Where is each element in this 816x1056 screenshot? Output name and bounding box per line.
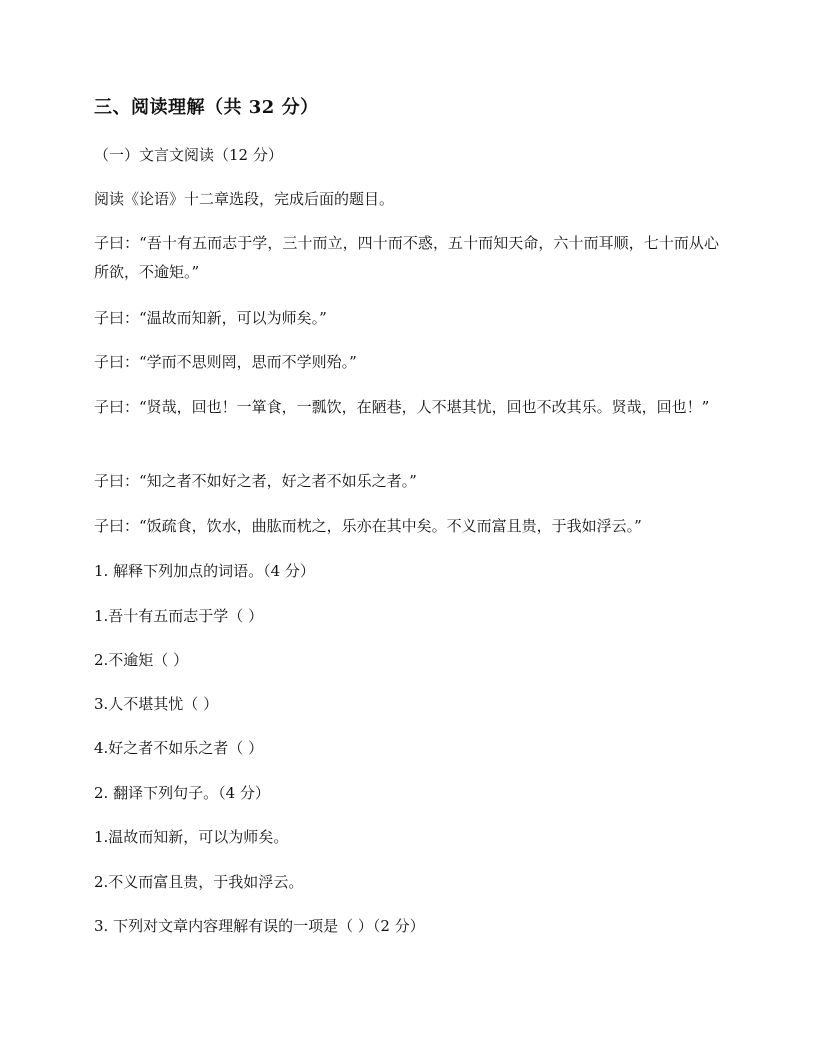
passage-1: 子曰：“吾十有五而志于学，三十而立，四十而不惑，五十而知天命，六十而耳顺，七十而从心所欲，不逾矩。” [94,234,719,281]
question-1-item: 4.好之者不如乐之者（ ） [94,739,264,757]
question-2-item: 1.温故而知新，可以为师矣。 [94,828,289,846]
reading-instruction: 阅读《论语》十二章选段，完成后面的题目。 [94,190,395,208]
passage-3: 子曰：“学而不思则罔，思而不学则殆。” [94,353,357,371]
question-3-title: 3. 下列对文章内容理解有误的一项是（ ）（2 分） [94,917,425,935]
section-title: 三、阅读理解（共 32 分） [94,97,319,118]
question-1-item: 1.吾十有五而志于学（ ） [94,607,264,625]
passage-2: 子曰：“温故而知新，可以为师矣。” [94,309,327,327]
question-1-title: 1. 解释下列加点的词语。（4 分） [94,562,315,580]
passage-5: 子曰：“知之者不如好之者，好之者不如乐之者。” [94,472,417,490]
subsection-title: （一）文言文阅读（12 分） [94,146,283,164]
passage-6: 子曰：“饭疏食，饮水，曲肱而枕之，乐亦在其中矣。不义而富且贵，于我如浮云。” [94,517,642,535]
question-2-item: 2.不义而富且贵，于我如浮云。 [94,873,304,891]
question-2-title: 2. 翻译下列句子。（4 分） [94,784,270,802]
passage-4: 子曰：“贤哉，回也！一箪食，一瓢饮，在陋巷，人不堪其忧，回也不改其乐。贤哉，回也！” [94,398,710,416]
question-1-item: 2.不逾矩（ ） [94,651,189,669]
question-1-item: 3.人不堪其忧（ ） [94,695,219,713]
